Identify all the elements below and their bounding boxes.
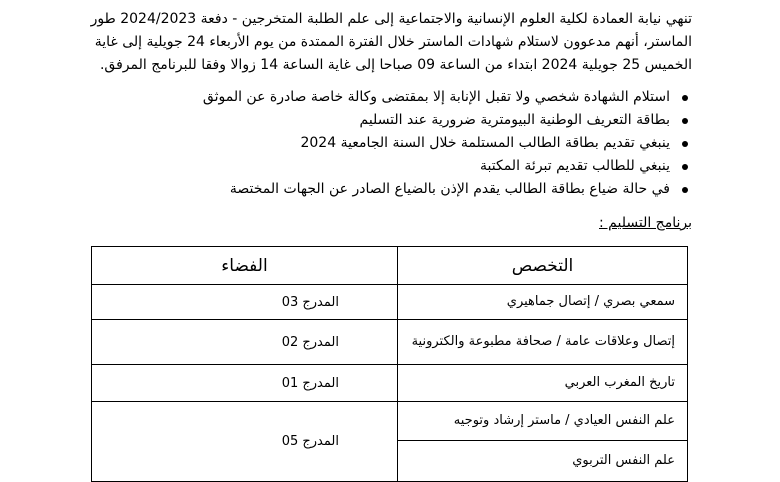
table-row xyxy=(92,320,688,365)
header-specialty: التخصص xyxy=(397,247,687,285)
list-item: بطاقة التعريف الوطنية البيومترية ضرورية عند التسليم xyxy=(110,109,670,132)
intro-line-1: تنهي نيابة العمادة لكلية العلوم الإنسانية والاجتماعية إلى علم الطلبة المتخرجين - دفعة 2024/2023 طور xyxy=(90,11,692,27)
list-item: استلام الشهادة شخصي ولا تقبل الإنابة إلا بمقتضى وكالة خاصة صادرة عن الموثق xyxy=(110,86,670,109)
specialty-text: تاريخ المغرب العربي xyxy=(564,375,675,390)
intro-paragraph xyxy=(92,8,692,77)
list-item: ينبغي للطالب تقديم تبرئة المكتبة xyxy=(110,155,670,178)
table-row xyxy=(92,365,688,402)
intro-line-3: الخميس 25 جويلية 2024 ابتداء من الساعة 09 صباحا إلى غاية الساعة 14 زوالا وفقا للبرنامج المرفق. xyxy=(99,57,692,73)
specialty-cell xyxy=(397,402,687,441)
intro-line-2: الماستر، أنهم مدعوون لاستلام شهادات الماستر خلال الفترة الممتدة من يوم الأربعاء 24 جويلية إلى غاية xyxy=(94,34,692,50)
schedule-table xyxy=(91,246,688,482)
table-header-row xyxy=(92,247,688,285)
specialty-text: علم النفس العيادي / ماستر إرشاد وتوجيه xyxy=(453,413,675,428)
requirements-list xyxy=(110,86,692,201)
specialty-text: سمعي بصري / إتصال جماهيري xyxy=(506,294,675,309)
space-cell: المدرج 02 xyxy=(92,320,398,365)
specialty-text: علم النفس التربوي xyxy=(572,453,675,468)
space-cell: المدرج 01 xyxy=(92,365,398,402)
specialty-text: إتصال وعلاقات عامة / صحافة مطبوعة والكترونية xyxy=(411,334,675,349)
list-item: ينبغي تقديم بطاقة الطالب المستلمة خلال السنة الجامعية 2024 xyxy=(110,132,670,155)
space-cell: المدرج 05 xyxy=(92,402,398,482)
specialty-cell xyxy=(397,441,687,482)
space-cell: المدرج 03 xyxy=(92,285,398,320)
table-row xyxy=(92,402,688,441)
specialty-cell xyxy=(397,365,687,402)
specialty-cell xyxy=(397,285,687,320)
header-space: الفضاء xyxy=(92,247,398,285)
list-item: في حالة ضياع بطاقة الطالب يقدم الإذن بالضياع الصادر عن الجهات المختصة xyxy=(110,178,670,201)
specialty-cell xyxy=(397,320,687,365)
program-heading: برنامج التسليم : xyxy=(599,215,692,231)
table-row xyxy=(92,285,688,320)
